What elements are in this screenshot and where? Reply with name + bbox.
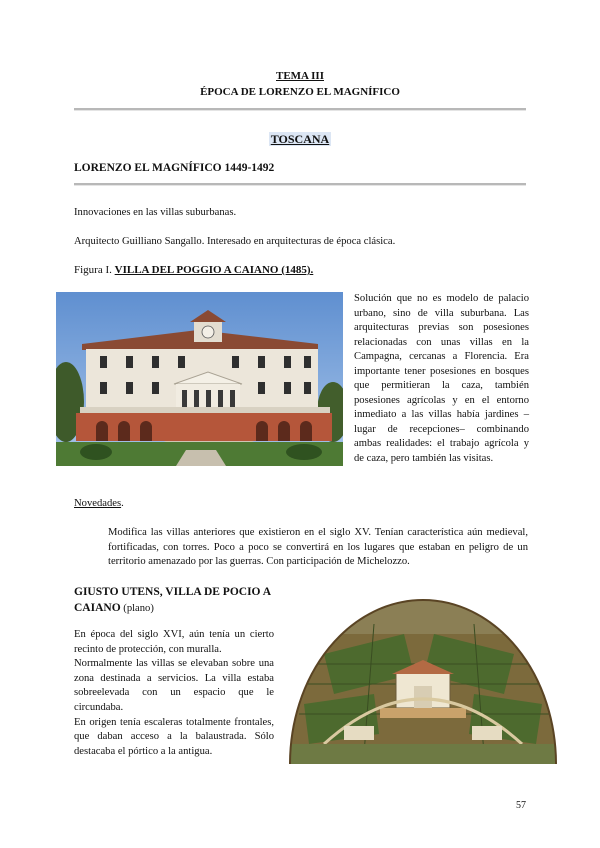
section-title: TOSCANA	[270, 132, 330, 146]
giusto-heading	[74, 584, 284, 617]
innovaciones-text: Innovaciones en las villas suburbanas.	[74, 207, 237, 218]
figure1-prefix: Figura I.	[74, 264, 115, 276]
subheading: LORENZO EL MAGNÍFICO 1449-1492	[74, 162, 275, 174]
giusto-suffix: (plano)	[120, 603, 154, 614]
header-divider	[74, 108, 526, 111]
epoca-title: ÉPOCA DE LORENZO EL MAGNÍFICO	[200, 86, 400, 98]
arquitecto-text: Arquitecto Guilliano Sangallo. Interesado en arquitecturas de época clásica.	[74, 236, 396, 247]
figure1-title: VILLA DEL POGGIO A CAIANO (1485).	[114, 264, 314, 276]
novedades-label: Novedades	[74, 498, 122, 509]
villa-photo	[56, 292, 343, 466]
giusto-line-3: En origen tenía escaleras totalmente frontales, que daban acceso a la balaustrada. Sólo destacaba el pórtico a la antigua.	[74, 716, 274, 757]
giusto-text	[74, 628, 274, 759]
page-number: 57	[516, 800, 526, 811]
giusto-line-2: Normalmente las villas se elevaban sobre una zona destinada a servicios. La villa estaba sobreelevada con un espacio que le circundaba.	[74, 658, 274, 713]
novedades-period: .	[121, 498, 124, 509]
giusto-title: GIUSTO UTENS, VILLA DE POCIO A CAIANO	[74, 586, 271, 614]
figure1-description: Solución que no es modelo de palacio urbano, sino de villa suburbana. Las arquitecturas previas son posesiones relacionadas con unas villas en la Campagna, cercanas a Florencia. Era importante tener posesiones en bosques que permitieran la caza, también posesiones agrícolas y en el entorno inmediato a las villas había jardines –lugar de recepciones– combinando ambas realidades: el trabajo agrícola y de caza, pero también las visitas.	[354, 293, 529, 464]
section-title-wrap	[0, 130, 600, 148]
novedades-text: Modifica las villas anteriores que existieron en el siglo XV. Tenían característica aún medieval, fortificadas, con torres. Poco a poco se convertirá en los lugares que estaban en peligro de un territorio amenazado por las guerras. Con participación de Michelozzo.	[108, 527, 528, 568]
tema-title: TEMA III	[276, 70, 324, 82]
lunette-painting	[284, 594, 562, 764]
subheading-divider	[74, 183, 526, 186]
novedades-label-wrap	[74, 497, 124, 512]
giusto-line-1: En época del siglo XVI, aún tenía un cierto recinto de protección, con muralla.	[74, 629, 274, 655]
figure1-caption	[74, 263, 313, 278]
